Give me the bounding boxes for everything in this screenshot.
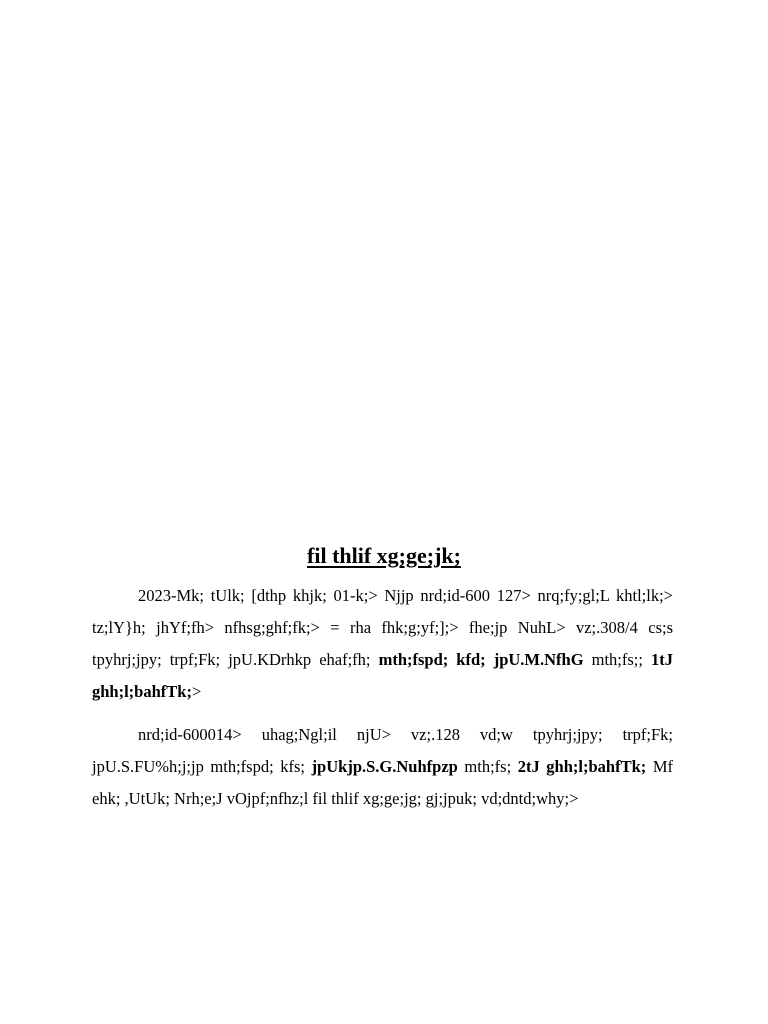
paragraph-1-text-b: mth;fs;; — [583, 650, 651, 669]
paragraph-1-bold-a: mth;fspd; kfd; jpU.M.NfhG — [378, 650, 584, 669]
paragraph-1-text-a: 2023-Mk; tUlk; [dthp khjk; 01-k;> Njjp nrd;id-600 127> nrq;fy;gl;L khtl;lk;> tz;lY}h; jhYf;fh> nfhsg;ghf;fk;> = rha fhk;g;yf;];> fhe;jp NuhL> vz;.308/4 cs;s tpyhrj;jpy; trpf;Fk; jpU.KDrhkp ehaf;fh; — [92, 586, 673, 669]
paragraph-2-bold-b: 2tJ ghh;l;bahfTk; — [517, 757, 647, 776]
paragraph-1 — [92, 580, 673, 708]
paragraph-1-bold-b: 1tJ ghh;l;bahfTk; — [92, 650, 673, 701]
paragraph-2-text-a: nrd;id-600014> uhag;Ngl;il njU> vz;.128 vd;w tpyhrj;jpy; trpf;Fk; jpU.S.FU%h;j;jp mth;fspd; kfs; — [92, 725, 673, 776]
paragraph-2-text-b: mth;fs; — [457, 757, 518, 776]
paragraph-2 — [92, 719, 673, 815]
paragraph-1-text-c: > — [191, 682, 202, 701]
paragraph-2-text-c: Mf ehk; ,UtUk; Nrh;e;J vOjpf;nfhz;l fil thlif xg;ge;jg; gj;jpuk; vd;dntd;why;> — [92, 757, 673, 808]
document-title: fil thlif xg;ge;jk; — [307, 543, 461, 568]
paragraph-2-bold-a: jpUkjp.S.G.Nuhfpzp — [311, 757, 458, 776]
